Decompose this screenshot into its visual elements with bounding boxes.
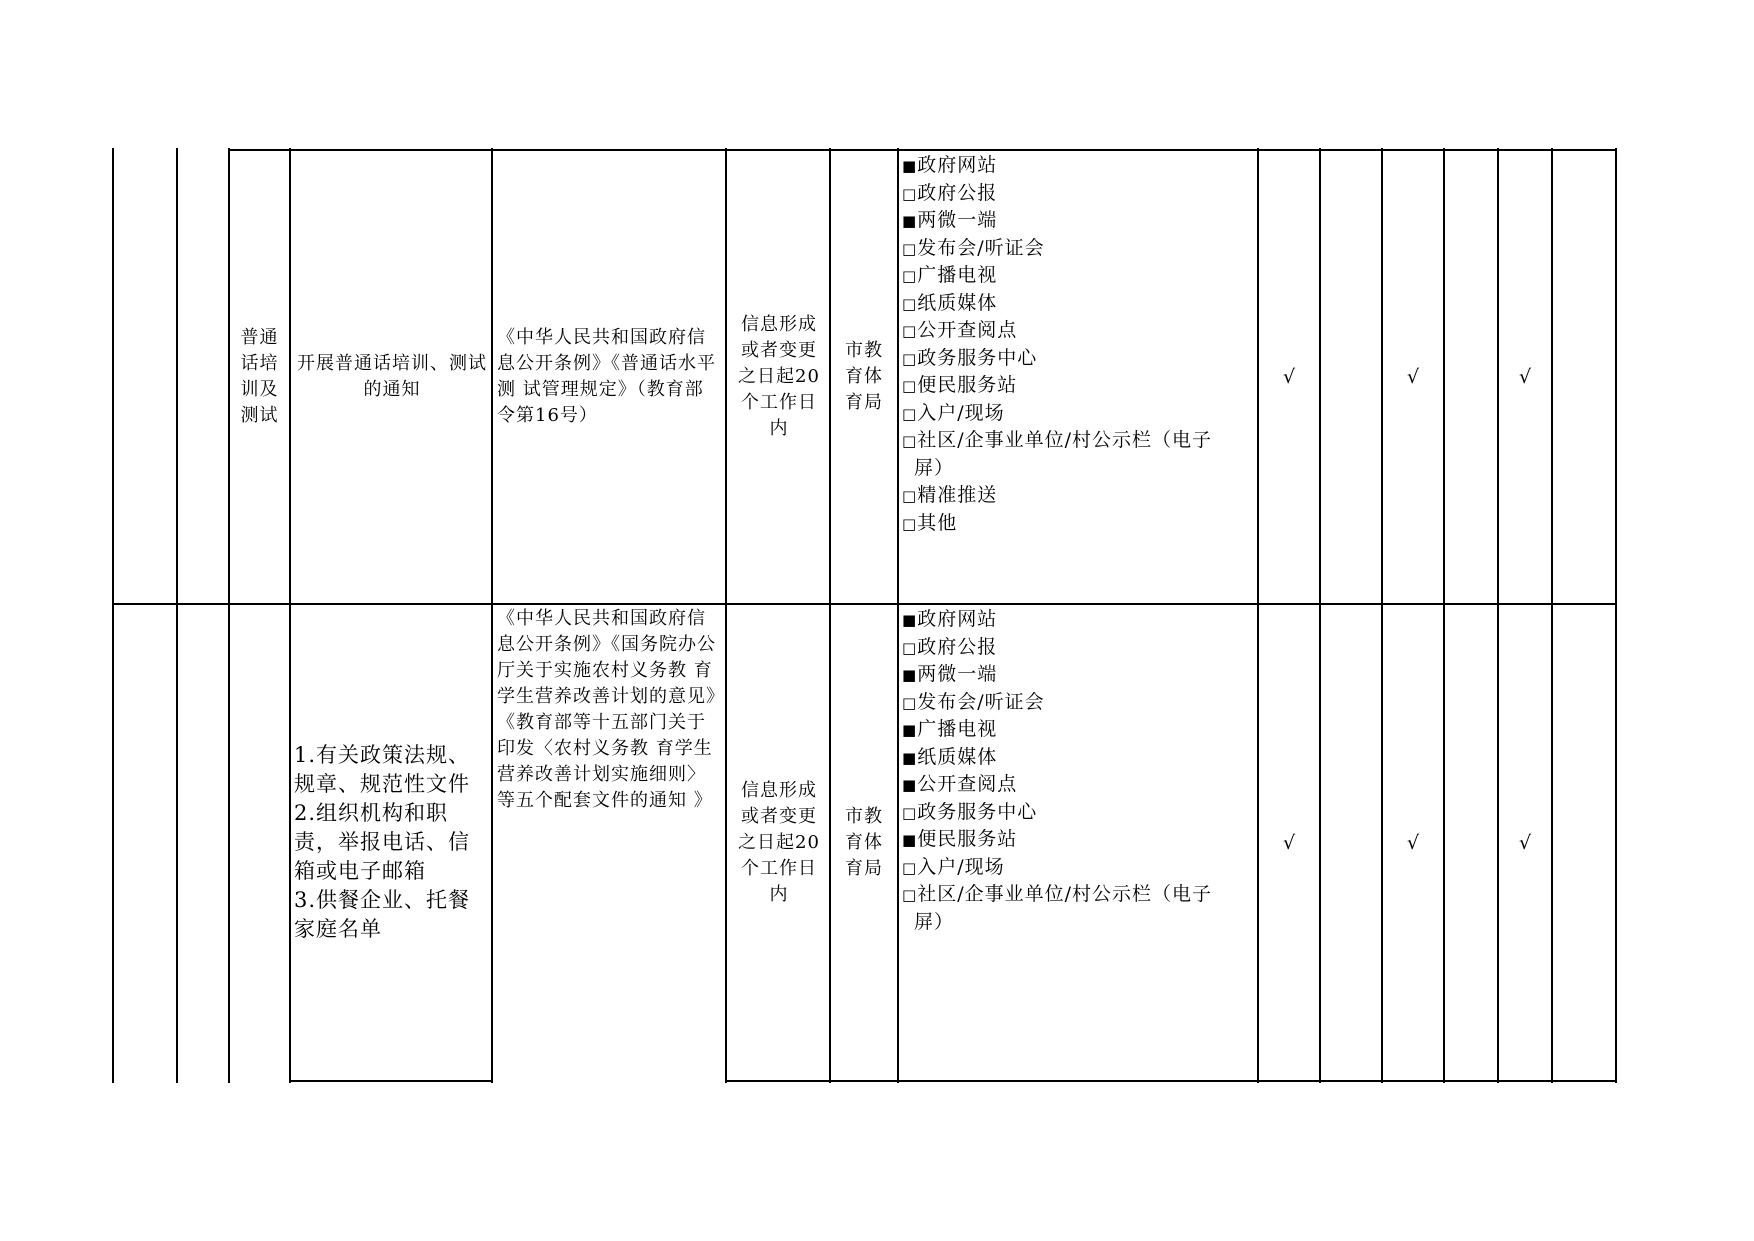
channel-label: 政府网站 <box>917 608 998 630</box>
unchecked-box-icon: □ <box>902 294 918 313</box>
channel-list <box>902 152 1254 537</box>
content-cell <box>294 605 490 1080</box>
checked-box-icon: ■ <box>902 157 918 175</box>
channel-label: 便民服务站 <box>917 828 1018 850</box>
channel-item <box>902 826 1254 854</box>
unchecked-box-icon: □ <box>902 184 918 203</box>
check-cell <box>1445 605 1497 1080</box>
subject-cell <box>842 605 886 1080</box>
subject-cell <box>842 151 886 603</box>
channel-label: 发布会/听证会 <box>917 236 1045 259</box>
checked-box-icon: ■ <box>902 721 918 739</box>
channel-item <box>902 689 1254 717</box>
channel-label: 公开查阅点 <box>917 319 1018 341</box>
category-text: 普通话培训及测试 <box>240 327 279 426</box>
checked-box-icon: ■ <box>902 212 918 230</box>
check-cell <box>1445 151 1497 603</box>
unchecked-box-icon: □ <box>902 349 918 368</box>
channel-item <box>902 372 1254 400</box>
grid-line <box>897 148 899 1083</box>
channel-label: 公开查阅点 <box>917 773 1018 795</box>
channel-label: 两微一端 <box>917 663 998 685</box>
channel-label: 社区/企事业单位/村公示栏（电子 <box>917 429 1212 451</box>
channel-item <box>902 606 1254 634</box>
channel-item <box>902 317 1254 345</box>
check-mark: √ <box>1518 366 1532 388</box>
channel-item <box>902 744 1254 772</box>
unchecked-box-icon: □ <box>902 432 918 450</box>
channel-label: 广播电视 <box>917 264 998 286</box>
content-text <box>294 741 470 944</box>
check-cell <box>1383 605 1443 1080</box>
channel-item <box>902 427 1254 455</box>
grid-line <box>725 1080 1617 1082</box>
grid-line <box>829 148 831 1083</box>
channel-item <box>902 799 1254 827</box>
checked-box-icon: ■ <box>902 776 918 794</box>
basis-text: 《中华人民共和国政府信息公开条例》《普通话水平测 试管理规定》（教育部令第16号） <box>497 327 716 426</box>
check-cell <box>1499 605 1551 1080</box>
unchecked-box-icon: □ <box>902 239 918 258</box>
check-cell <box>1553 605 1615 1080</box>
unchecked-box-icon: □ <box>902 514 918 533</box>
check-mark: √ <box>1406 366 1420 388</box>
unchecked-box-icon: □ <box>902 267 918 285</box>
unchecked-box-icon: □ <box>902 487 918 505</box>
unchecked-box-icon: □ <box>902 858 918 877</box>
checked-box-icon: ■ <box>902 666 918 684</box>
content-cell <box>297 151 487 603</box>
content-text: 开展普通话培训、测试的通知 <box>297 353 487 400</box>
time-limit-cell <box>735 151 823 603</box>
channel-list <box>902 606 1254 936</box>
time-limit-text: 信息形成或者变更之日起20个工作日内 <box>738 779 820 905</box>
channel-label: 政府网站 <box>917 154 998 176</box>
channel-label: 政府公报 <box>917 181 998 204</box>
channel-item <box>902 180 1254 208</box>
channel-label: 政务服务中心 <box>917 346 1038 369</box>
content-line: 家庭名单 <box>294 917 382 941</box>
content-line: 3.供餐企业、托餐 <box>294 888 471 912</box>
channel-label: 纸质媒体 <box>917 745 998 768</box>
channel-label: 入户/现场 <box>917 401 1005 424</box>
check-cell <box>1321 151 1381 603</box>
grid-line <box>112 148 114 1083</box>
channel-label: 广播电视 <box>917 718 998 740</box>
content-line: 1.有关政策法规、 <box>294 743 471 767</box>
checked-box-icon: ■ <box>902 831 918 849</box>
category-cell <box>236 151 283 603</box>
grid-line <box>725 148 727 1083</box>
channel-label: 精准推送 <box>917 484 998 506</box>
check-cell <box>1259 605 1319 1080</box>
unchecked-box-icon: □ <box>902 886 918 904</box>
channel-label: 便民服务站 <box>917 374 1018 396</box>
grid-line <box>289 1080 493 1082</box>
channel-item <box>902 455 1254 483</box>
channel-label: 政务服务中心 <box>917 800 1038 823</box>
grid-line <box>228 148 230 1083</box>
channel-item <box>902 909 1254 937</box>
check-cell <box>1499 151 1551 603</box>
unchecked-box-icon: □ <box>902 803 918 822</box>
channel-label: 屏） <box>914 456 955 479</box>
channel-label: 社区/企事业单位/村公示栏（电子 <box>917 883 1212 905</box>
check-mark: √ <box>1518 831 1532 854</box>
check-cell <box>1553 151 1615 603</box>
content-line: 责，举报电话、信 <box>294 830 470 854</box>
channel-items <box>902 606 1254 936</box>
content-line: 2.组织机构和职 <box>294 801 449 825</box>
channel-label: 屏） <box>914 910 955 933</box>
grid-line <box>176 148 178 1083</box>
subject-text: 市教育体育局 <box>845 340 883 413</box>
channel-items <box>902 152 1254 537</box>
channel-label: 政府公报 <box>917 635 998 658</box>
check-mark: √ <box>1406 831 1420 854</box>
check-cell <box>1383 151 1443 603</box>
channel-item <box>902 345 1254 373</box>
channel-item <box>902 207 1254 235</box>
channel-label: 发布会/听证会 <box>917 690 1045 713</box>
check-mark: √ <box>1282 831 1296 854</box>
basis-text: 《中华人民共和国政府信息公开条例》《国务院办公厅关于实施农村义务教 育学生营养改善计划的意见》《教育部等十五部门关于印发〈农村义务教 育学生营养改善计划实施细则〉等五个配套文件的通知 》 <box>497 608 716 811</box>
check-mark: √ <box>1282 366 1296 388</box>
channel-item <box>902 854 1254 882</box>
grid-line <box>491 148 493 1083</box>
checked-box-icon: ■ <box>902 611 918 629</box>
channel-label: 入户/现场 <box>917 855 1005 878</box>
unchecked-box-icon: □ <box>902 377 918 395</box>
channel-label: 两微一端 <box>917 209 998 231</box>
unchecked-box-icon: □ <box>902 322 918 340</box>
channel-item <box>902 661 1254 689</box>
channel-item <box>902 634 1254 662</box>
unchecked-box-icon: □ <box>902 404 918 423</box>
subject-text: 市教育体育局 <box>845 805 883 879</box>
channel-item <box>902 716 1254 744</box>
channel-label: 其他 <box>917 511 958 534</box>
basis-cell <box>497 151 719 603</box>
checked-box-icon: ■ <box>902 748 918 767</box>
basis-cell <box>497 606 719 814</box>
check-cell <box>1321 605 1381 1080</box>
channel-item <box>902 152 1254 180</box>
time-limit-text: 信息形成或者变更之日起20个工作日内 <box>738 314 820 439</box>
check-cell <box>1259 151 1319 603</box>
unchecked-box-icon: □ <box>902 638 918 657</box>
channel-item <box>902 262 1254 290</box>
channel-item <box>902 290 1254 318</box>
channel-item <box>902 771 1254 799</box>
time-limit-cell <box>735 605 823 1080</box>
unchecked-box-icon: □ <box>902 693 918 712</box>
grid-line <box>1615 148 1617 1083</box>
content-line: 规章、规范性文件 <box>294 772 470 796</box>
category-cell <box>236 605 283 1080</box>
channel-item <box>902 400 1254 428</box>
grid-line <box>289 148 291 1083</box>
channel-label: 纸质媒体 <box>917 291 998 314</box>
channel-item <box>902 482 1254 510</box>
channel-item <box>902 881 1254 909</box>
channel-item <box>902 235 1254 263</box>
content-line: 箱或电子邮箱 <box>294 859 426 883</box>
channel-item <box>902 510 1254 538</box>
